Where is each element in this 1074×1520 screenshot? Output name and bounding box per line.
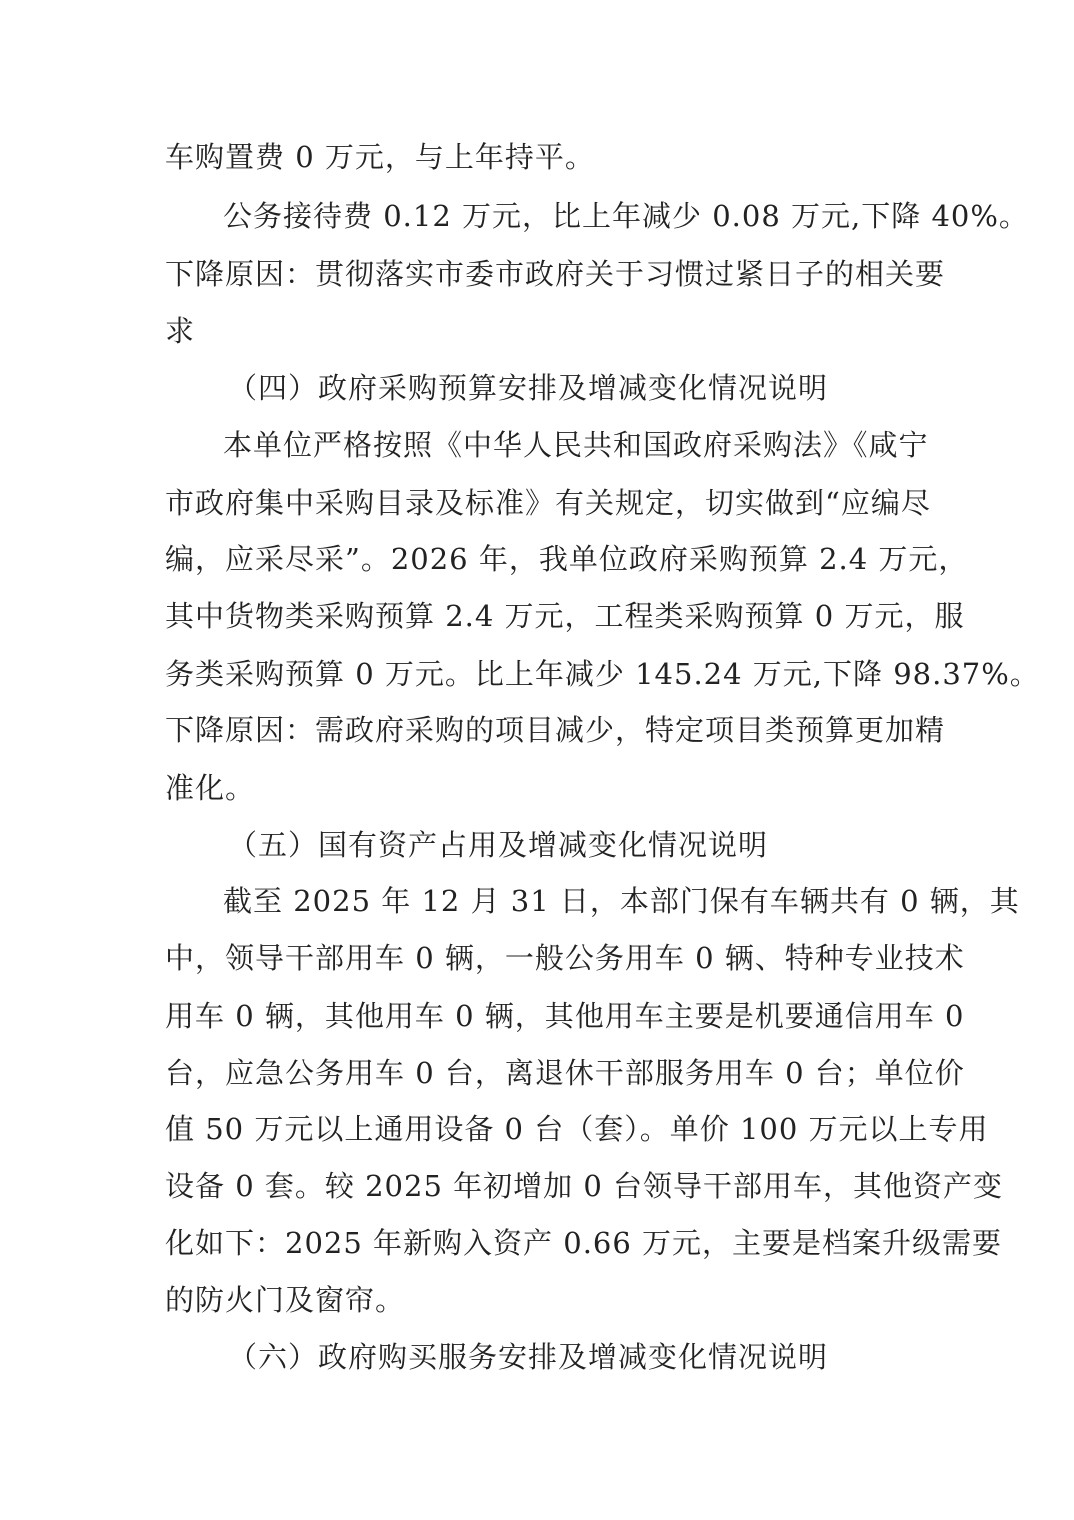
text-line: 公务接待费 0.12 万元，比上年减少 0.08 万元,下降 40%。 (223, 199, 1029, 233)
text-line: 准化。 (165, 771, 256, 805)
text-line: 车购置费 0 万元，与上年持平。 (165, 140, 595, 174)
text-line: 务类采购预算 0 万元。比上年减少 145.24 万元,下降 98.37%。 (165, 657, 1040, 691)
text-line: 中，领导干部用车 0 辆，一般公务用车 0 辆、特种专业技术 (165, 941, 965, 975)
text-line: 编，应采尽采”。2026 年，我单位政府采购预算 2.4 万元， (165, 542, 969, 576)
text-line: 下降原因：需政府采购的项目减少，特定项目类预算更加精 (165, 713, 946, 747)
section-heading: （六）政府购买服务安排及增减变化情况说明 (228, 1340, 829, 1374)
text-line: 求 (165, 314, 196, 348)
text-line: 下降原因：贯彻落实市委市政府关于习惯过紧日子的相关要 (165, 257, 946, 291)
text-line: 本单位严格按照《中华人民共和国政府采购法》《咸宁 (223, 428, 929, 462)
text-line: 化如下：2025 年新购入资产 0.66 万元，主要是档案升级需要 (165, 1226, 1003, 1260)
text-line: 设备 0 套。较 2025 年初增加 0 台领导干部用车，其他资产变 (165, 1169, 1004, 1203)
section-heading: （五）国有资产占用及增减变化情况说明 (228, 828, 769, 862)
text-line: 截至 2025 年 12 月 31 日，本部门保有车辆共有 0 辆，其 (223, 884, 1020, 918)
section-heading: （四）政府采购预算安排及增减变化情况说明 (228, 371, 829, 405)
text-line: 台，应急公务用车 0 台，离退休干部服务用车 0 台；单位价 (165, 1056, 965, 1090)
text-line: 用车 0 辆，其他用车 0 辆，其他用车主要是机要通信用车 0 (165, 999, 965, 1033)
text-line: 值 50 万元以上通用设备 0 台（套）。单价 100 万元以上专用 (165, 1112, 989, 1146)
text-line: 的防火门及窗帘。 (165, 1283, 406, 1317)
text-line: 其中货物类采购预算 2.4 万元，工程类采购预算 0 万元，服 (165, 599, 965, 633)
text-line: 市政府集中采购目录及标准》有关规定，切实做到“应编尽 (165, 486, 931, 520)
